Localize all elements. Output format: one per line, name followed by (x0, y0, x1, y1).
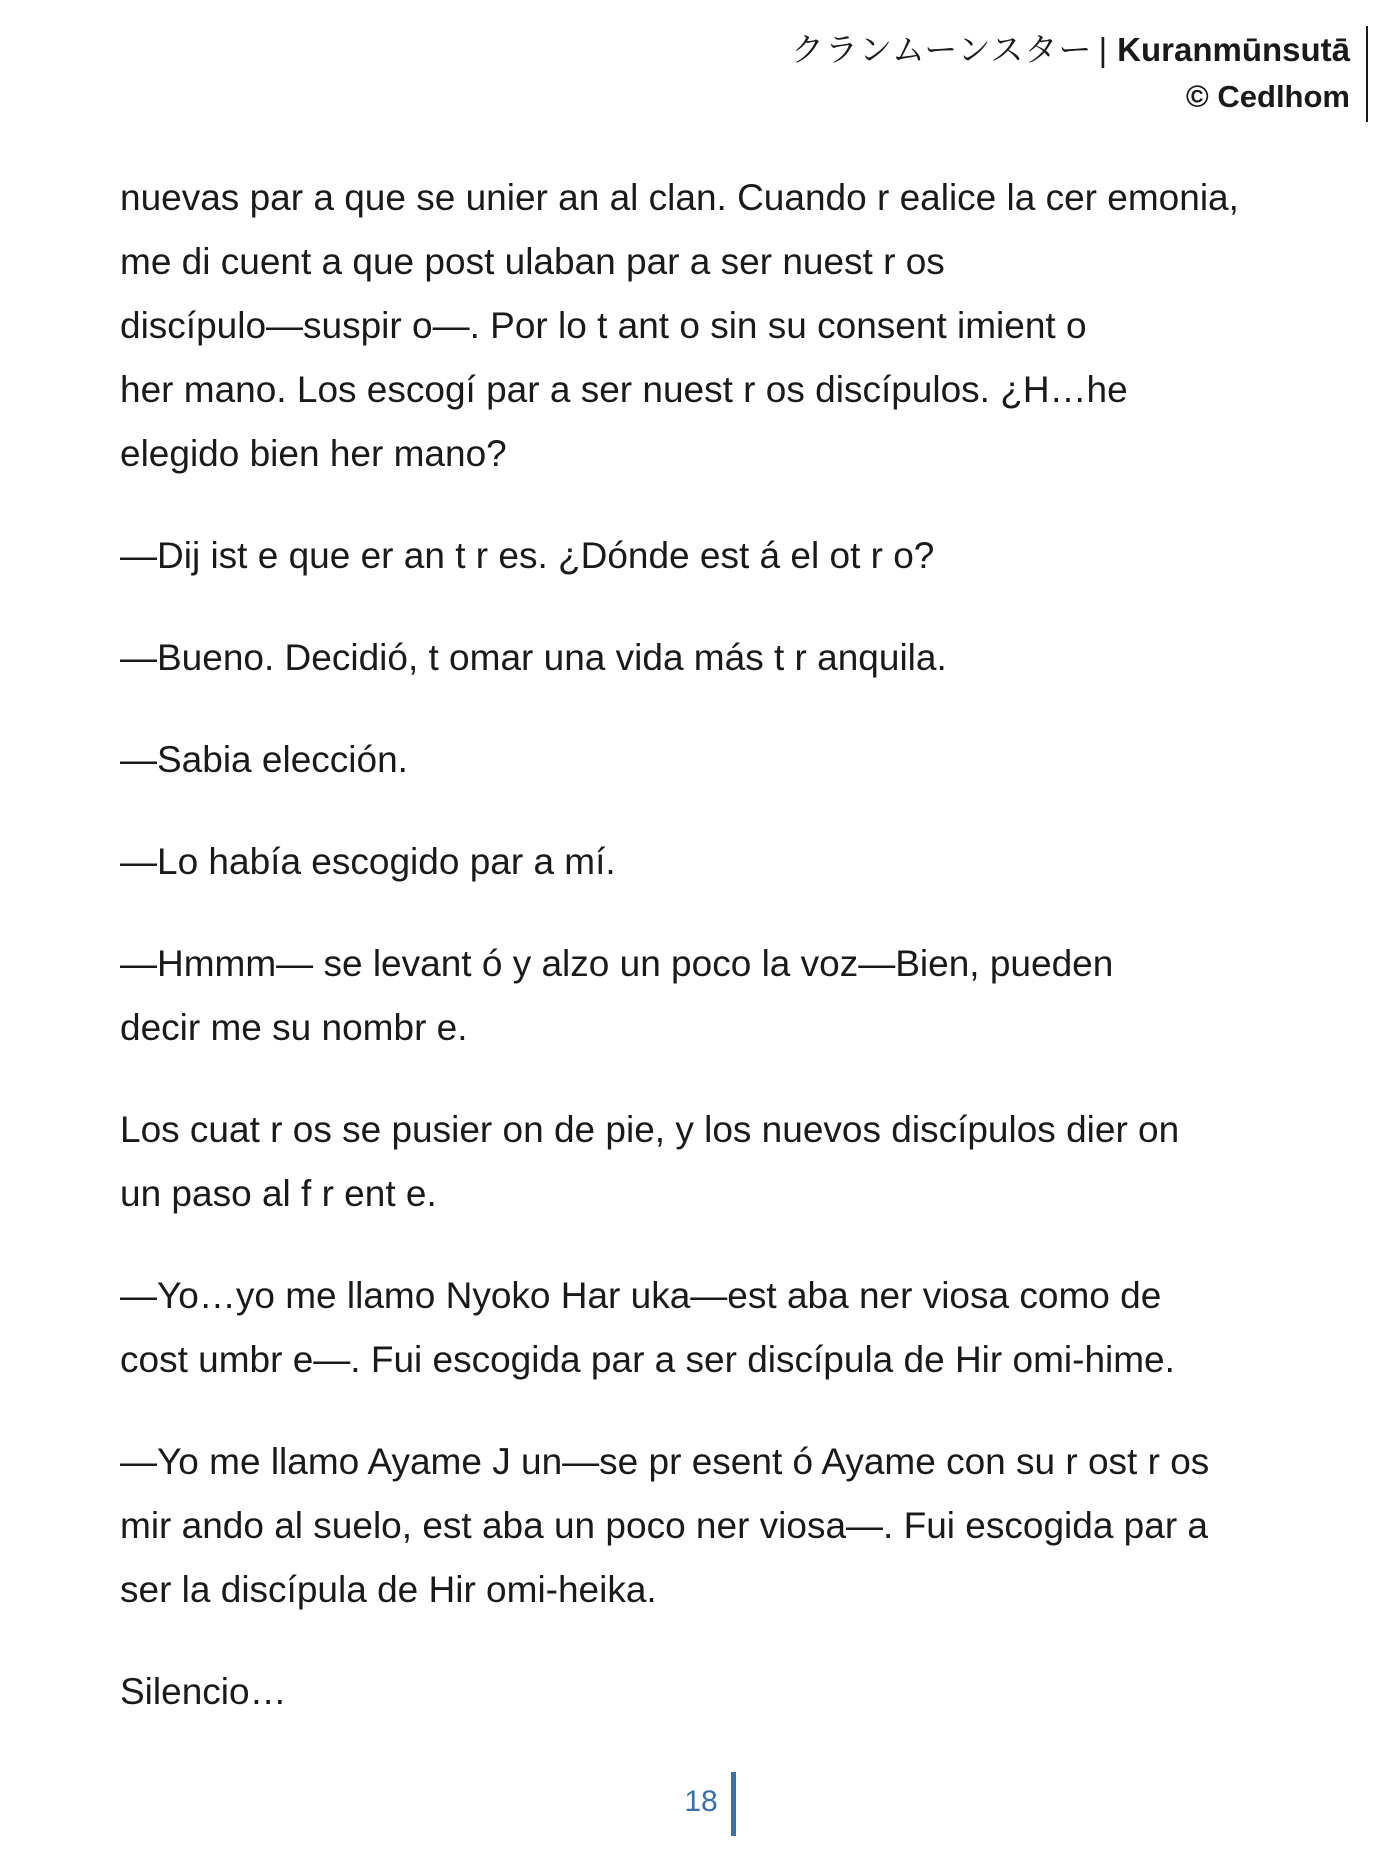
header-title-line (791, 26, 1350, 74)
text-line: Los cuat r os se pusier on de pie, y los nuevos discípulos dier on (120, 1109, 1180, 1150)
page-body (120, 166, 1300, 1762)
paragraph (120, 1430, 1300, 1622)
japanese-title: クランムーンスター (791, 30, 1093, 69)
text-line: —Sabia elección. (120, 739, 408, 780)
paragraph (120, 626, 1300, 690)
paragraph (120, 1660, 1300, 1724)
paragraph (120, 830, 1300, 894)
text-line: —Yo me llamo Ayame J un—se pr esent ó Ayame con su r ost r os (120, 1441, 1210, 1482)
paragraph (120, 1098, 1300, 1226)
text-line: —Bueno. Decidió, t omar una vida más t r anquila. (120, 637, 947, 678)
text-line: her mano. Los escogí par a ser nuest r os discípulos. ¿H…he (120, 369, 1128, 410)
paragraph (120, 932, 1300, 1060)
text-line: me di cuent a que post ulaban par a ser nuest r os (120, 241, 945, 282)
text-line: —Yo…yo me llamo Nyoko Har uka—est aba ner viosa como de (120, 1275, 1162, 1316)
romaji-title: Kuranmūnsutā (1117, 31, 1350, 68)
page-header (791, 26, 1368, 122)
text-line: decir me su nombr e. (120, 1007, 468, 1048)
text-line: ser la discípula de Hir omi-heika. (120, 1569, 657, 1610)
text-line: un paso al f r ent e. (120, 1173, 437, 1214)
paragraph (120, 728, 1300, 792)
text-line: cost umbr e—. Fui escogida par a ser discípula de Hir omi-hime. (120, 1339, 1175, 1380)
text-line: nuevas par a que se unier an al clan. Cuando r ealice la cer emonia, (120, 177, 1239, 218)
text-line: discípulo—suspir o—. Por lo t ant o sin su consent imient o (120, 305, 1087, 346)
header-separator: | (1098, 31, 1108, 68)
copyright-notice: © Cedlhom (1185, 79, 1350, 114)
page-footer (0, 1780, 1400, 1824)
paragraph (120, 524, 1300, 588)
text-line: elegido bien her mano? (120, 433, 507, 474)
paragraph (120, 1264, 1300, 1392)
text-line: Silencio… (120, 1671, 287, 1712)
text-line: —Dij ist e que er an t r es. ¿Dónde est á el ot r o? (120, 535, 935, 576)
text-line: —Lo había escogido par a mí. (120, 841, 616, 882)
page-number-block (684, 1780, 735, 1824)
page-number-bar (731, 1772, 736, 1836)
text-line: mir ando al suelo, est aba un poco ner viosa—. Fui escogida par a (120, 1505, 1209, 1546)
paragraph (120, 166, 1300, 486)
page-number: 18 (684, 1785, 718, 1818)
text-line: —Hmmm— se levant ó y alzo un poco la voz—Bien, pueden (120, 943, 1114, 984)
